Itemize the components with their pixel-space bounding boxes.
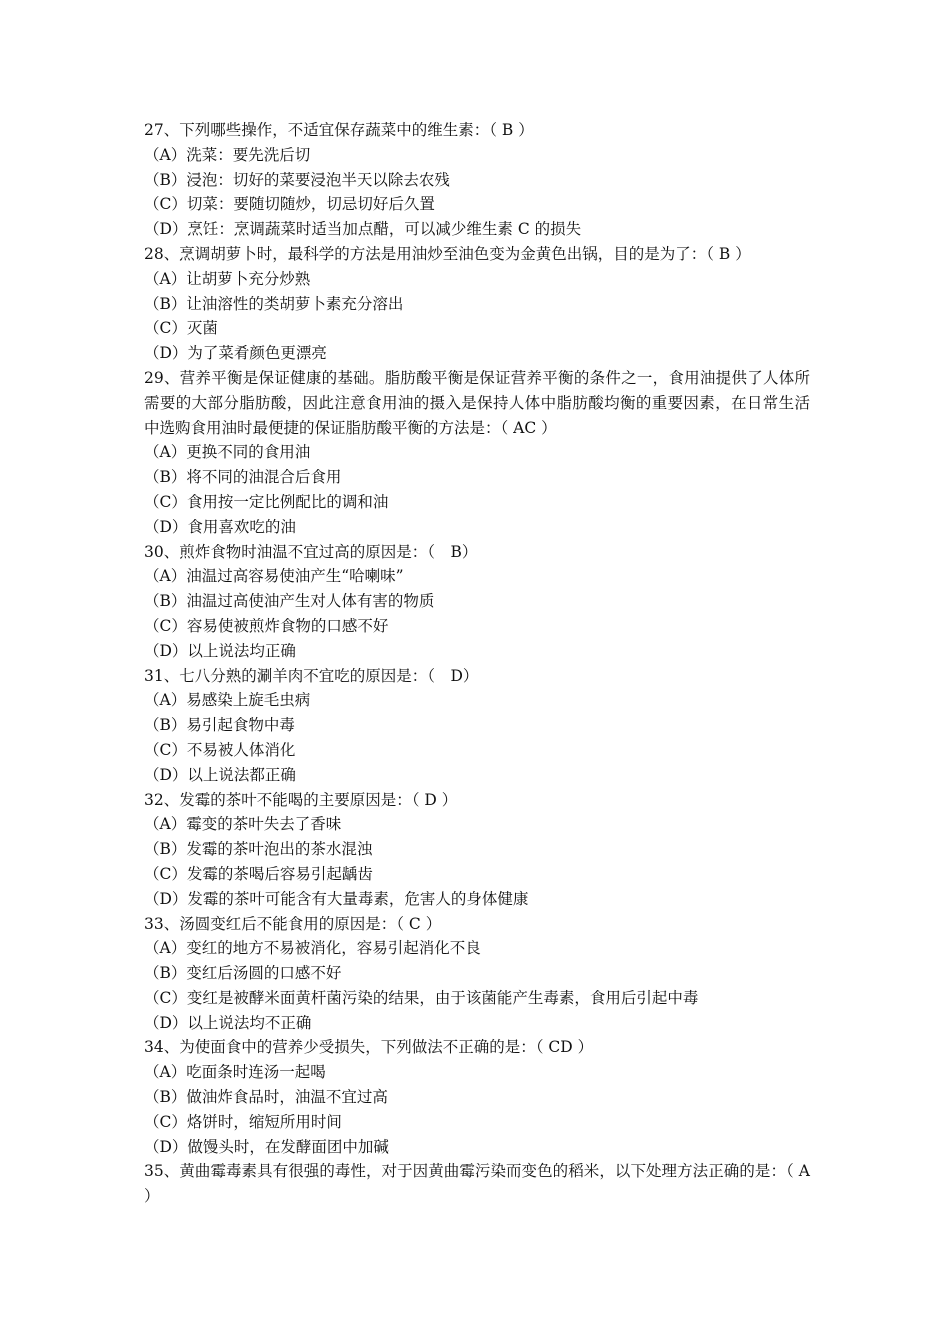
question-35 xyxy=(144,1159,810,1209)
option-a: （A）更换不同的食用油 xyxy=(144,443,311,462)
option-a: （A）洗菜：要先洗后切 xyxy=(144,145,311,164)
option-b: （B）让油溶性的类胡萝卜素充分溶出 xyxy=(144,294,404,313)
question-stem: 32、发霉的茶叶不能喝的主要原因是：（ D ） xyxy=(144,790,458,809)
question-stem: 33、汤圆变红后不能食用的原因是：（ C ） xyxy=(144,914,442,933)
option-b: （B）做油炸食品时，油温不宜过高 xyxy=(144,1088,388,1107)
question-stem: 35、黄曲霉毒素具有很强的毒性，对于因黄曲霉污染而变色的稻米，以下处理方法正确的是：（ A ） xyxy=(144,1162,810,1206)
option-b: （B）发霉的茶叶泡出的茶水混浊 xyxy=(144,840,373,859)
option-c: （C）发霉的茶喝后容易引起龋齿 xyxy=(144,864,373,883)
option-a: （A）变红的地方不易被消化，容易引起消化不良 xyxy=(144,939,481,958)
option-c: （C）变红是被酵米面黄杆菌污染的结果，由于该菌能产生毒素，食用后引起中毒 xyxy=(144,988,699,1007)
question-stem: 28、烹调胡萝卜时，最科学的方法是用油炒至油色变为金黄色出锅，目的是为了：（ B ） xyxy=(144,244,751,263)
option-c: （C）食用按一定比例配比的调和油 xyxy=(144,492,389,511)
option-d: （D）为了菜肴颜色更漂亮 xyxy=(144,344,327,363)
option-a: （A）让胡萝卜充分炒熟 xyxy=(144,269,311,288)
option-a: （A）易感染上旋毛虫病 xyxy=(144,691,311,710)
option-d: （D）以上说法均不正确 xyxy=(144,1013,312,1032)
question-34 xyxy=(144,1035,810,1159)
option-d: （D）做馒头时，在发酵面团中加碱 xyxy=(144,1137,389,1156)
option-c: （C）不易被人体消化 xyxy=(144,740,296,759)
option-d: （D）以上说法均正确 xyxy=(144,641,296,660)
option-b: （B）变红后汤圆的口感不好 xyxy=(144,964,342,983)
option-d: （D）以上说法都正确 xyxy=(144,765,296,784)
option-c: （C）容易使被煎炸食物的口感不好 xyxy=(144,616,389,635)
option-d: （D）食用喜欢吃的油 xyxy=(144,517,296,536)
question-stem: 31、七八分熟的涮羊肉不宜吃的原因是：（ D） xyxy=(144,666,479,685)
option-b: （B）浸泡：切好的菜要浸泡半天以除去农残 xyxy=(144,170,450,189)
question-stem: 34、为使面食中的营养少受损失，下列做法不正确的是：（ CD ） xyxy=(144,1038,594,1057)
option-b: （B）将不同的油混合后食用 xyxy=(144,468,342,487)
option-d: （D）烹饪：烹调蔬菜时适当加点醋，可以减少维生素 C 的损失 xyxy=(144,220,582,239)
option-b: （B）油温过高使油产生对人体有害的物质 xyxy=(144,592,435,611)
question-29 xyxy=(144,366,810,540)
option-b: （B）易引起食物中毒 xyxy=(144,716,295,735)
option-c: （C）灭菌 xyxy=(144,319,218,338)
option-c: （C）切菜：要随切随炒，切忌切好后久置 xyxy=(144,195,435,214)
question-stem: 27、下列哪些操作，不适宜保存蔬菜中的维生素：（ B ） xyxy=(144,121,534,139)
option-a: （A）吃面条时连汤一起喝 xyxy=(144,1063,326,1082)
question-28 xyxy=(144,242,810,366)
question-32 xyxy=(144,788,810,912)
question-30 xyxy=(144,540,810,664)
question-stem: 30、煎炸食物时油温不宜过高的原因是：（ B） xyxy=(144,542,478,561)
question-stem: 29、营养平衡是保证健康的基础。脂肪酸平衡是保证营养平衡的条件之一，食用油提供了人体所需要的大部分脂肪酸，因此注意食用油的摄入是保持人体中脂肪酸均衡的重要因素，在日常生活中选购食用油时最便捷的保证脂肪酸平衡的方法是：（ AC ） xyxy=(144,368,810,437)
option-a: （A）霉变的茶叶失去了香味 xyxy=(144,815,342,834)
option-a: （A）油温过高容易使油产生“哈喇味” xyxy=(144,567,404,586)
option-d: （D）发霉的茶叶可能含有大量毒素，危害人的身体健康 xyxy=(144,889,529,908)
question-27 xyxy=(144,118,810,242)
question-31 xyxy=(144,664,810,788)
question-33 xyxy=(144,912,810,1036)
option-c: （C）烙饼时，缩短所用时间 xyxy=(144,1112,342,1131)
